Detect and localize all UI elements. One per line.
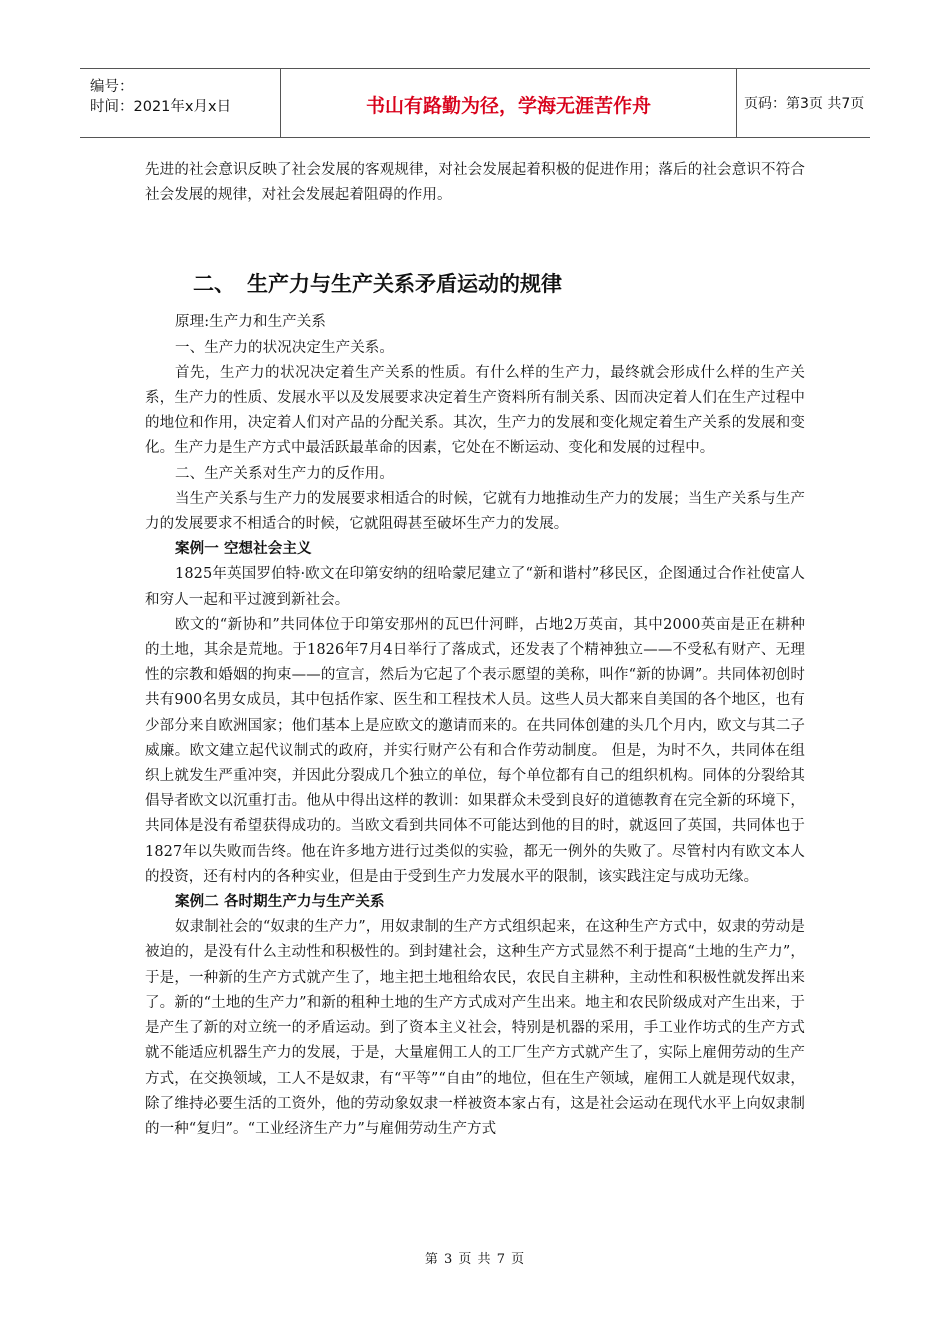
case-1-paragraph: 欧文的“新协和”共同体位于印第安那州的瓦巴什河畔，占地2万英亩，其中2000英亩是正在耕种的土地，其余是荒地。于1826年7月4日举行了落成式，还发表了个精神独立——不受私有财产、无理性的宗教和婚姻的拘束——的宣言，然后为它起了个表示愿望的美称，叫作“新的协调”。共同体初创时共有900名男女成员，其中包括作家、医生和工程技术人员。这些人员大都来自美国的各个地区，也有少部分来自欧洲国家；他们基本上是应欧文的邀请而来的。在共同体创建的头几个月内，欧文与其二子威廉。欧文建立起代议制式的政府，并实行财产公有和合作劳动制度。 但是，为时不久，共同体在组织上就发生严重冲突，并因此分裂成几个独立的单位，每个单位都有自己的组织机构。同体的分裂给其倡导者欧文以沉重打击。他从中得出这样的教训：如果群众未受到良好的道德教育在完全新的环境下，共同体是没有希望获得成功的。当欧文看到共同体不可能达到他的目的时，就返回了英国，共同体也于1827年以失败而告终。他在许多地方进行过类似的实验，都无一例外的失败了。尽管村内有欧文本人的投资，还有村内的各种实业，但是由于受到生产力发展水平的限制，该实践注定与成功无缘。 xyxy=(145,616,805,885)
header-meta-cell xyxy=(80,69,280,137)
paragraph: 当生产关系与生产力的发展要求相适合的时候，它就有力地推动生产力的发展；当生产关系与生产力的发展要求不相适合的时候，它就阻碍甚至破坏生产力的发展。 xyxy=(145,490,805,533)
case-2-paragraph: 奴隶制社会的“奴隶的生产力”，用奴隶制的生产方式组织起来，在这种生产方式中，奴隶的劳动是被迫的，是没有什么主动性和积极性的。到封建社会，这种生产方式显然不利于提高“土地的生产力”，于是，一种新的生产方式就产生了，地主把土地租给农民，农民自主耕种，主动性和积极性就发挥出来了。新的“土地的生产力”和新的租种土地的生产方式成对产生出来。地主和农民阶级成对产生出来，于是产生了新的对立统一的矛盾运动。到了资本主义社会，特别是机器的采用，手工业作坊式的生产方式就不能适应机器生产力的发展，于是，大量雇佣工人的工厂生产方式就产生了，实际上雇佣劳动的生产方式，在交换领域，工人不是奴隶，有“平等”“自由”的地位，但在生产领域，雇佣工人就是现代奴隶，除了维持必要生活的工资外，他的劳动象奴隶一样被资本家占有，这是社会运动在现代水平上向奴隶制的一种“复归”。“工业经济生产力”与雇佣劳动生产方式 xyxy=(145,919,805,1137)
case-1-title: 案例一 空想社会主义 xyxy=(175,541,312,558)
header-page-cell xyxy=(736,69,870,137)
subheading-1: 一、生产力的状况决定生产关系。 xyxy=(175,339,394,356)
section-title: 生产力与生产关系矛盾运动的规律 xyxy=(247,272,562,297)
doc-time-label: 时间：2021年x月x日 xyxy=(90,99,232,115)
header-page-info: 页码：第3页 共7页 xyxy=(744,96,865,112)
header-motto-cell xyxy=(280,69,737,137)
doc-code-label: 编号： xyxy=(90,79,134,95)
document-body xyxy=(145,158,805,1142)
header-motto: 书山有路勤为径，学海无涯苦作舟 xyxy=(365,95,651,117)
section-number: 二、 xyxy=(193,272,235,297)
subheading-2: 二、生产关系对生产力的反作用。 xyxy=(175,465,394,482)
principle-label: 原理:生产力和生产关系 xyxy=(175,314,326,331)
page-header xyxy=(80,68,870,138)
paragraph: 首先，生产力的状况决定着生产关系的性质。有什么样的生产力，最终就会形成什么样的生产关系，生产力的性质、发展水平以及发展要求决定着生产资料所有制关系、因而决定着人们在生产过程中的地位和作用，决定着人们对产品的分配关系。其次，生产力的发展和变化规定着生产关系的发展和变化。生产力是生产方式中最活跃最革命的因素，它处在不断运动、变化和发展的过程中。 xyxy=(145,364,805,457)
intro-paragraph: 先进的社会意识反映了社会发展的客观规律，对社会发展起着积极的促进作用；落后的社会意识不符合社会发展的规律，对社会发展起着阻碍的作用。 xyxy=(145,162,805,204)
section-heading xyxy=(193,268,805,298)
case-2-title: 案例二 各时期生产力与生产关系 xyxy=(175,894,385,911)
case-1-paragraph: 1825年英国罗伯特·欧文在印第安纳的纽哈蒙尼建立了“新和谐村”移民区，企图通过合作社使富人和穷人一起和平过渡到新社会。 xyxy=(145,566,805,608)
page-footer: 第 3 页 共 7 页 xyxy=(424,1252,526,1267)
